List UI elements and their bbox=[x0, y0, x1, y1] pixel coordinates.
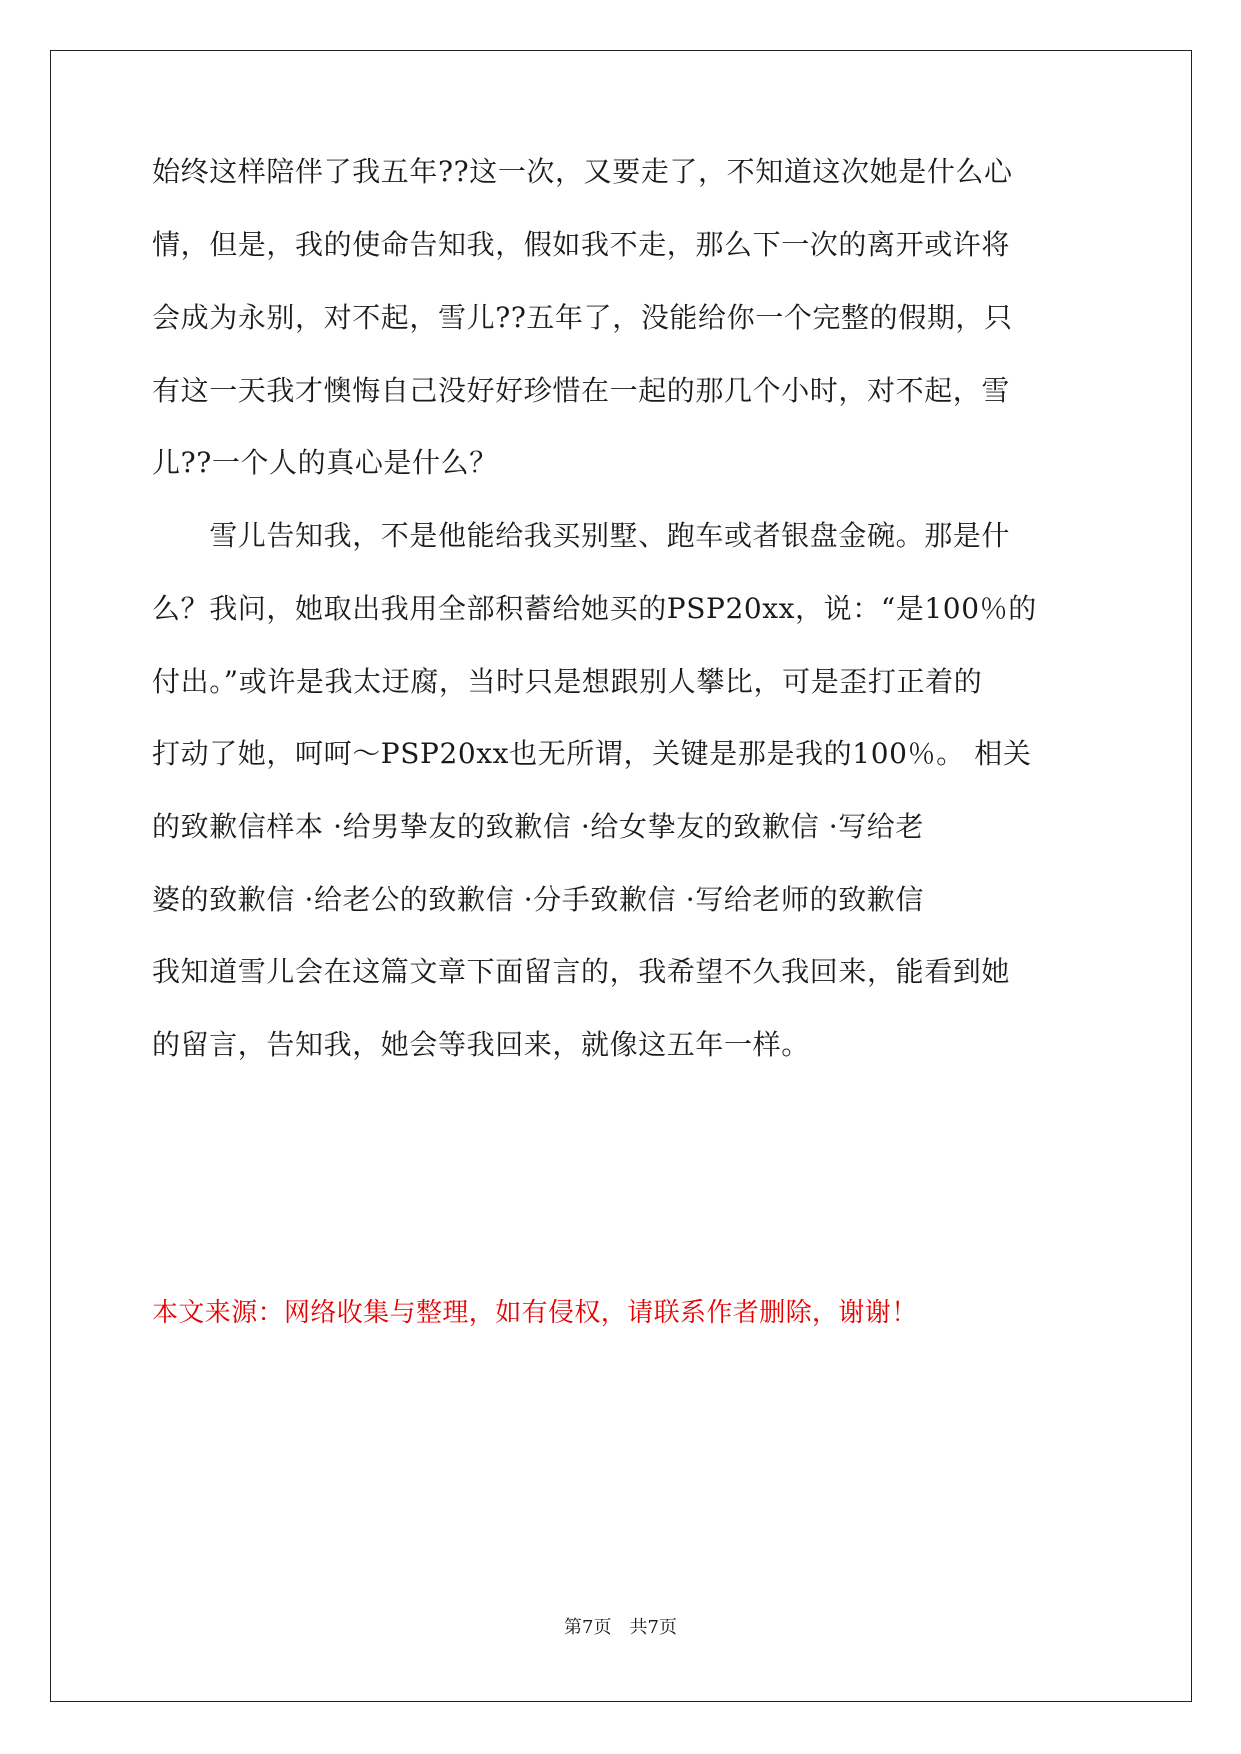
source-note: 本文来源：网络收集与整理，如有侵权，请联系作者删除，谢谢！ bbox=[152, 1298, 918, 1328]
body-line: 有这一天我才懊悔自己没好好珍惜在一起的那几个小时，对不起，雪 bbox=[152, 374, 1011, 407]
body-line: 的致歉信样本 ·给男挚友的致歉信 ·给女挚友的致歉信 ·写给老 bbox=[152, 810, 925, 843]
body-line: 会成为永别，对不起，雪儿??五年了，没能给你一个完整的假期，只 bbox=[152, 301, 1013, 334]
body-line: 我知道雪儿会在这篇文章下面留言的，我希望不久我回来，能看到她 bbox=[152, 955, 1011, 988]
body-line: 么？我问，她取出我用全部积蓄给她买的PSP20xx，说：“是100％的 bbox=[152, 592, 1037, 625]
body-line: 始终这样陪伴了我五年??这一次，又要走了，不知道这次她是什么心 bbox=[152, 155, 1013, 188]
body-line: 打动了她，呵呵～PSP20xx也无所谓，关键是那是我的100％。 相关 bbox=[152, 737, 1032, 770]
page-number: 第7页 共7页 bbox=[564, 1617, 677, 1638]
body-line: 雪儿告知我，不是他能给我买别墅、跑车或者银盘金碗。那是什 bbox=[152, 519, 1011, 552]
body-line: 儿??一个人的真心是什么？ bbox=[152, 446, 498, 479]
body-line: 的留言，告知我，她会等我回来，就像这五年一样。 bbox=[152, 1028, 810, 1061]
body-line: 婆的致歉信 ·给老公的致歉信 ·分手致歉信 ·写给老师的致歉信 bbox=[152, 883, 925, 916]
body-line: 付出。”或许是我太迂腐，当时只是想跟别人攀比，可是歪打正着的 bbox=[152, 665, 983, 698]
body-line: 情，但是，我的使命告知我，假如我不走，那么下一次的离开或许将 bbox=[152, 228, 1011, 261]
